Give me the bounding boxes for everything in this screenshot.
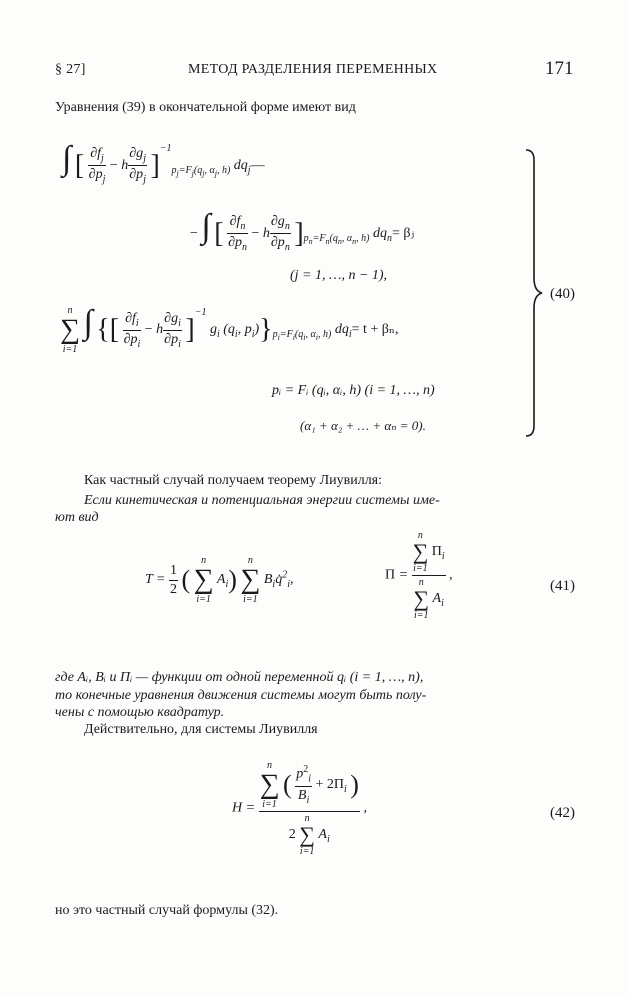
eq42-label: (42) xyxy=(550,805,575,821)
eq40-line1: ∫ [ $\frac{\partial f_j}{\partial p_j}$ − h $\frac{\partial g_j}{\partial p_j}$ ]$^{-1}_{p_j=F_j(q_j, \alpha_j, h)}$ $dq_j—$ xyxy=(62,140,265,186)
indeed-text: Действительно, для системы Лиувилля xyxy=(84,722,318,737)
closing-text: но это частный случай формулы (32). xyxy=(55,903,279,918)
eq41-label: (41) xyxy=(550,578,575,594)
eq40-pi: pᵢ = Fᵢ (qᵢ, αᵢ, h) (i = 1, …, n) xyxy=(272,383,435,398)
theorem-line-2: ют вид xyxy=(55,510,99,525)
intro-text: Уравнения (39) в окончательной форме имеют вид xyxy=(55,100,356,115)
eq41-kinetic: T = $\frac{1}{2}$ ( n ∑ i=1 $A_i$) n ∑ i=1 $B_iq̇^2_i$, xyxy=(145,555,294,605)
where-line-3: чены с помощью квадратур. xyxy=(55,705,225,720)
eq42-hamiltonian: H = n ∑ i=1 ( $\frac{p^2_i}{B_i}$ + $2\Pi_i$ ) 2 n ∑ i=1 $A_i$ , xyxy=(232,760,367,857)
eq40-label: (40) xyxy=(550,286,575,302)
page-number: 171 xyxy=(545,58,574,79)
eq40-alpha: (α₁ + α₂ + … + αₙ = 0). xyxy=(300,418,426,433)
section-marker: § 27] xyxy=(55,62,86,77)
eq40-line3: n ∑ i=1 ∫ {[ $\frac{\partial f_i}{\partial p_i}$ − h $\frac{\partial g_i}{\partial p_i}$ ]$^{-1}$ $g_i$ ($q_i$, $p_i)\}_{p_i=F_i(q_i, \alpha_i, h)}$ $dq_i= t + \beta_n$, xyxy=(60,304,399,355)
eq41-potential: Π = n ∑ i=1 $\Pi_i$ n ∑ i=1 $A_i$ , xyxy=(385,530,453,621)
where-line-2: то конечные уравнения движения системы могут быть полу- xyxy=(55,688,427,703)
running-title: МЕТОД РАЗДЕЛЕНИЯ ПЕРЕМЕННЫХ xyxy=(188,62,438,77)
eq40-line2: − ∫ [ $\frac{\partial f_n}{\partial p_n}$ − h $\frac{\partial g_n}{\partial p_n}$ ]$_{p_n=F_n(q_n, \alpha_n, h)}$ $dq_n=$ βⱼ xyxy=(190,208,415,254)
theorem-line-1: Если кинетическая и потенциальная энергии системы име- xyxy=(84,493,440,508)
liouville-intro: Как частный случай получаем теорему Лиувилля: xyxy=(84,473,383,488)
eq40-range: (j = 1, …, n − 1), xyxy=(290,268,388,283)
where-line-1: где Aᵢ, Bᵢ и Πᵢ — функции от одной переменной qᵢ (i = 1, …, n), xyxy=(55,670,424,685)
system-brace xyxy=(520,148,544,438)
